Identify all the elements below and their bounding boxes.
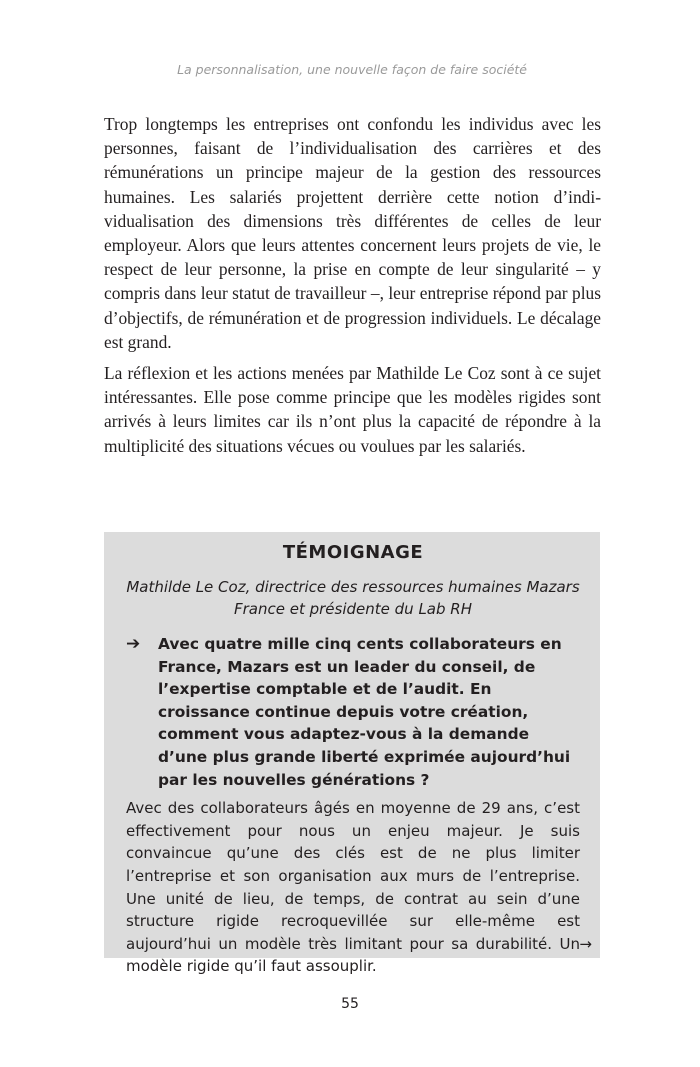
testimony-credit-line-2: France et présidente du Lab RH	[234, 600, 472, 618]
testimony-credit	[126, 576, 580, 620]
interview-answer: Avec des collaborateurs âgés en moyenne de 29 ans, c’est effectivement pour nous un enjeu majeur. Je suis convaincue qu’une des clés est de ne plus limiter l’entreprise et son organisation aux murs de l’entreprise. Une unité de lieu, de temps, de contrat au sein d’une structure rigide recroquevillée sur elle-même est aujourd’hui un modèle très limitant pour sa durabilité. Un modèle rigide qu’il faut assouplir.	[126, 799, 580, 976]
question-text: Avec quatre mille cinq cents collaborateurs en France, Mazars est un leader du conseil, de l’expertise comptable et de l’audit. En croissance continue depuis votre création, comment vous adaptez-vous à la demande d’une plus grande liberté exprimée aujourd’hui par les nouvelles générations ?	[158, 635, 571, 789]
testimony-title: TÉMOIGNAGE	[282, 542, 424, 563]
paragraph-1: Trop longtemps les entreprises ont confondu les individus avec les personnes, faisant de l’individualisation des carrières et des rémunérations un principe majeur de la gestion des ressources humaines. Les salariés projettent derrière cette notion d’individualisation des dimensions très différentes de celles de leur employeur. Alors que leurs attentes concernent leurs projets de vie, le respect de leur personne, la prise en compte de leur singularité – y compris dans leur statut de travailleur –, leur entreprise répond par plus d’objectifs, de rémunération et de progression individuels. Le décalage est grand.	[104, 114, 601, 352]
arrow-right-icon: ➔	[126, 634, 141, 654]
testimony-box	[104, 532, 600, 976]
continue-arrow-icon: →	[579, 935, 592, 953]
running-header: La personnalisation, une nouvelle façon de faire société	[177, 62, 527, 77]
body-text	[104, 112, 601, 465]
paragraph-2: La réflexion et les actions menées par Mathilde Le Coz sont à ce sujet intéressantes. Elle pose comme principe que les modèles rigides sont arrivés à leurs limites car ils n’ont plus la capacité de répondre à la multiplicité des situations vécues ou voulues par les salariés.	[104, 363, 601, 456]
page-number: 55	[341, 996, 359, 1012]
interview-question	[126, 633, 580, 791]
testimony-credit-line-1: Mathilde Le Coz, directrice des ressources humaines Mazars	[126, 578, 580, 596]
